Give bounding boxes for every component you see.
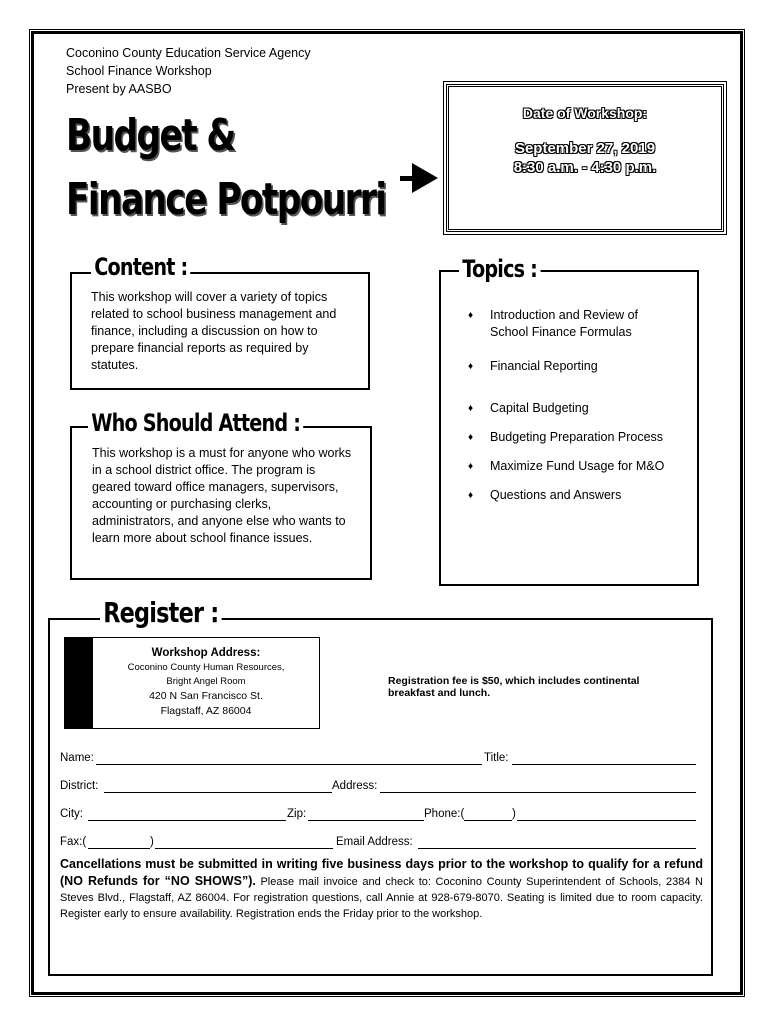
phone-paren: ) [512,808,516,820]
agency-name: Coconino County Education Service Agency [66,46,311,60]
address-line-4: Flagstaff, AZ 86004 [160,705,252,717]
diamond-bullet-icon: ♦ [468,432,474,443]
name-title-row [60,752,696,768]
fax-area-code-field[interactable] [88,848,150,849]
zip-label: Zip: [287,808,307,820]
title-line-2: Finance Potpourri [66,174,386,225]
title-field[interactable] [512,764,696,765]
cancellation-policy [60,856,703,922]
title-line-1: Budget & [66,110,235,161]
name-field[interactable] [96,764,482,765]
presenter: Present by AASBO [66,82,172,96]
diamond-bullet-icon: ♦ [468,361,474,372]
diamond-bullet-icon: ♦ [468,310,474,321]
workshop-address-box [64,637,320,729]
address-heading: Workshop Address: [151,647,261,659]
topic-text: Introduction and Review of School Finance Formulas [490,308,639,339]
agency-header [66,44,311,98]
topic-item [468,429,678,446]
topics-list [468,307,678,504]
date-box [446,84,724,232]
address-label: Address: [332,780,378,792]
cancellation-bold-text: Cancellations must be submitted in writing five business days prior to the workshop to qualify for a refund (NO Refunds for “NO SHOWS”). [60,857,703,888]
fax-email-row [60,836,696,852]
date-label: Date of Workshop: [522,105,648,121]
topic-item [468,487,678,504]
zip-field[interactable] [308,820,424,821]
topic-text: Questions and Answers [490,488,622,502]
content-text: This workshop will cover a variety of topics related to school business management and finance, including a discussion on how to prepare financial reports as required by statutes. [91,290,337,372]
fax-paren: ) [150,836,154,848]
city-zip-phone-row [60,808,696,824]
topic-item [468,458,678,475]
city-label: City: [60,808,83,820]
topic-item [468,307,678,341]
diamond-bullet-icon: ♦ [468,461,474,472]
district-label: District: [60,780,99,792]
phone-label: Phone:( [424,808,465,820]
address-line-3: 420 N San Francisco St. [149,690,263,702]
workshop-name: School Finance Workshop [66,64,212,78]
topic-text: Capital Budgeting [490,401,589,415]
registration-fee: Registration fee is $50, which includes continental breakfast and lunch. [388,675,640,699]
diamond-bullet-icon: ♦ [468,490,474,501]
attend-heading: Who Should Attend : [88,409,303,437]
address-line-2: Bright Angel Room [166,676,246,687]
page-title [66,104,386,232]
city-field[interactable] [88,820,286,821]
name-label: Name: [60,752,94,764]
topics-heading: Topics : [459,255,540,283]
register-heading: Register : [100,597,222,629]
email-label: Email Address: [336,836,413,848]
workshop-time: 8:30 a.m. - 4:30 p.m. [513,159,657,176]
fax-label: Fax:( [60,836,87,848]
address-field[interactable] [380,792,696,793]
address-shadow-bar [65,638,93,728]
district-address-row [60,780,696,796]
content-heading: Content : [91,253,191,281]
topic-text: Financial Reporting [490,359,598,373]
phone-area-code-field[interactable] [464,820,512,821]
cancellation-details: Please mail invoice and check to: Coconino County Superintendent of Schools, 2384 N Steves Blvd., Flagstaff, AZ 86004. For registration questions, call Annie at 928-679-8070. Seating is limited due to room capacity. Register early to ensure availability. Registration ends the Friday prior to the workshop. [60,876,703,920]
email-field[interactable] [418,848,696,849]
diamond-bullet-icon: ♦ [468,403,474,414]
topic-text: Maximize Fund Usage for M&O [490,459,665,473]
attend-text: This workshop is a must for anyone who works in a school district office. The program is geared toward office managers, supervisors, accounting or purchasing clerks, administrators, and anyone else who wants to learn more about school finance issues. [92,446,352,545]
fax-field[interactable] [155,848,333,849]
title-label: Title: [484,752,509,764]
district-field[interactable] [104,792,332,793]
phone-field[interactable] [517,820,696,821]
workshop-date: September 27, 2019 [514,140,656,157]
topic-item [468,400,678,417]
arrow-right-icon [412,163,438,193]
topic-item [468,358,678,375]
address-line-1: Coconino County Human Resources, [127,662,285,673]
address-text [93,646,319,719]
topic-text: Budgeting Preparation Process [490,430,664,444]
